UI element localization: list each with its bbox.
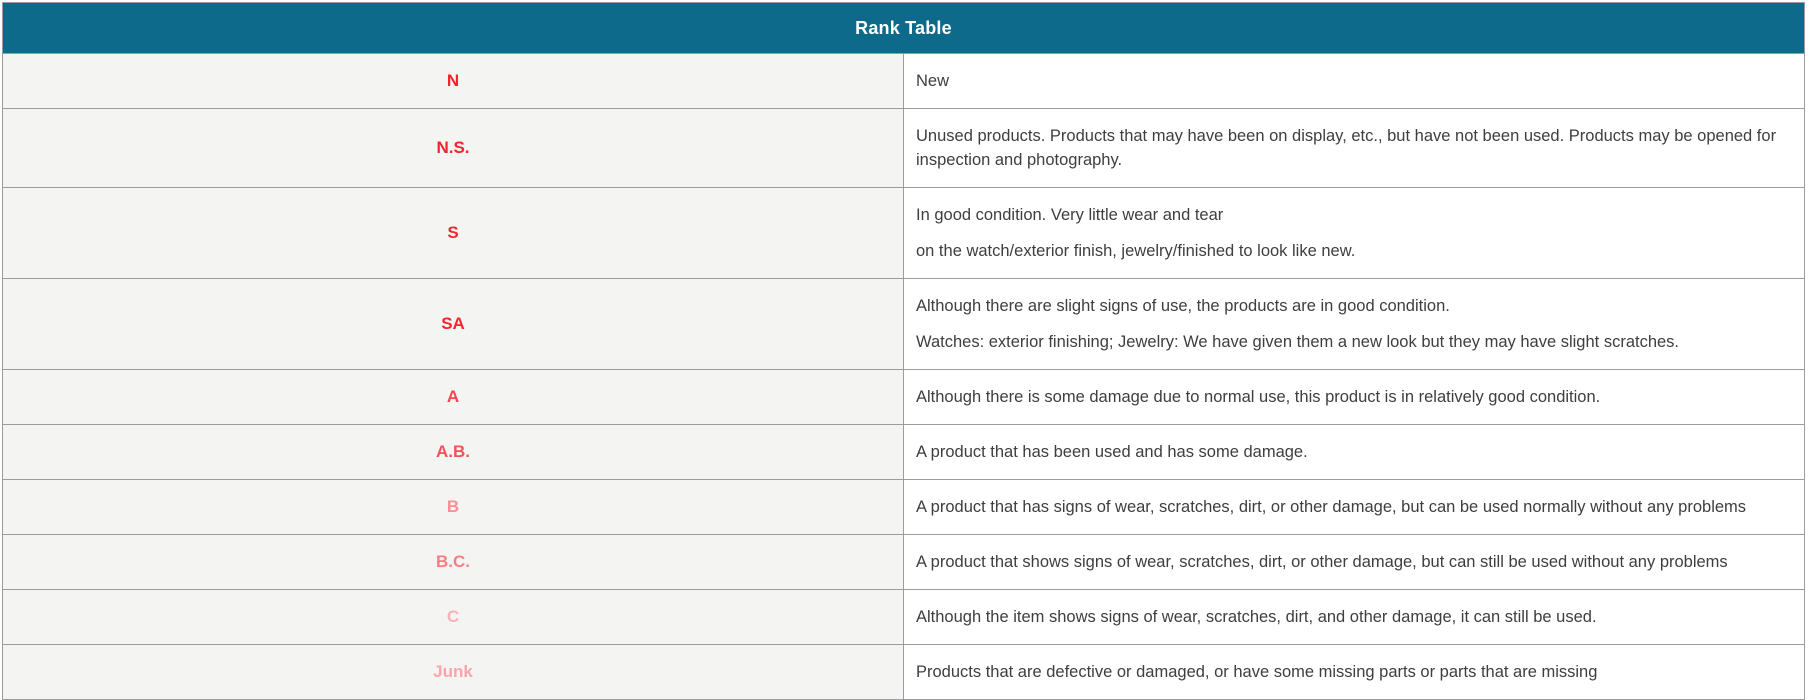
description-line: Watches: exterior finishing; Jewelry: We have given them a new look but they may have slight scratches. bbox=[916, 333, 1680, 351]
rank-description bbox=[904, 645, 1805, 700]
table-row bbox=[3, 535, 1805, 590]
table-row bbox=[3, 109, 1805, 188]
table-row bbox=[3, 54, 1805, 109]
table-title: Rank Table bbox=[3, 3, 1805, 54]
table-row bbox=[3, 480, 1805, 535]
rank-description bbox=[904, 425, 1805, 480]
rank-description bbox=[904, 279, 1805, 370]
header-row bbox=[3, 3, 1805, 54]
rank-description bbox=[904, 109, 1805, 188]
rank-description bbox=[904, 535, 1805, 590]
description-line: A product that has signs of wear, scratches, dirt, or other damage, but can be used normally without any problems bbox=[916, 498, 1747, 516]
rank-label: N.S. bbox=[3, 109, 904, 188]
description-line: Although there is some damage due to normal use, this product is in relatively good condition. bbox=[916, 388, 1601, 406]
description-line: In good condition. Very little wear and tear bbox=[916, 206, 1224, 224]
rank-label: A.B. bbox=[3, 425, 904, 480]
description-line: Products that are defective or damaged, or have some missing parts or parts that are missing bbox=[916, 663, 1598, 681]
description-line: on the watch/exterior finish, jewelry/finished to look like new. bbox=[916, 242, 1356, 260]
description-line: New bbox=[916, 72, 950, 90]
rank-label: N bbox=[3, 54, 904, 109]
table-row bbox=[3, 370, 1805, 425]
description-line: Unused products. Products that may have been on display, etc., but have not been used. Products may be opened for inspection and photography. bbox=[916, 127, 1777, 169]
table-row bbox=[3, 188, 1805, 279]
description-line: A product that shows signs of wear, scratches, dirt, or other damage, but can still be used without any problems bbox=[916, 553, 1728, 571]
rank-description bbox=[904, 480, 1805, 535]
table-row bbox=[3, 425, 1805, 480]
rank-label: B.C. bbox=[3, 535, 904, 590]
rank-table bbox=[2, 2, 1805, 700]
rank-label: Junk bbox=[3, 645, 904, 700]
rank-label: SA bbox=[3, 279, 904, 370]
rank-table-header bbox=[3, 3, 1805, 54]
description-line: Although the item shows signs of wear, scratches, dirt, and other damage, it can still be used. bbox=[916, 608, 1597, 626]
rank-description bbox=[904, 54, 1805, 109]
description-line: A product that has been used and has some damage. bbox=[916, 443, 1308, 461]
rank-label: A bbox=[3, 370, 904, 425]
rank-table-body bbox=[3, 54, 1805, 700]
rank-label: C bbox=[3, 590, 904, 645]
table-row bbox=[3, 645, 1805, 700]
rank-description bbox=[904, 590, 1805, 645]
rank-label: S bbox=[3, 188, 904, 279]
table-row bbox=[3, 279, 1805, 370]
rank-description bbox=[904, 188, 1805, 279]
description-line: Although there are slight signs of use, the products are in good condition. bbox=[916, 297, 1450, 315]
table-row bbox=[3, 590, 1805, 645]
rank-label: B bbox=[3, 480, 904, 535]
rank-description bbox=[904, 370, 1805, 425]
